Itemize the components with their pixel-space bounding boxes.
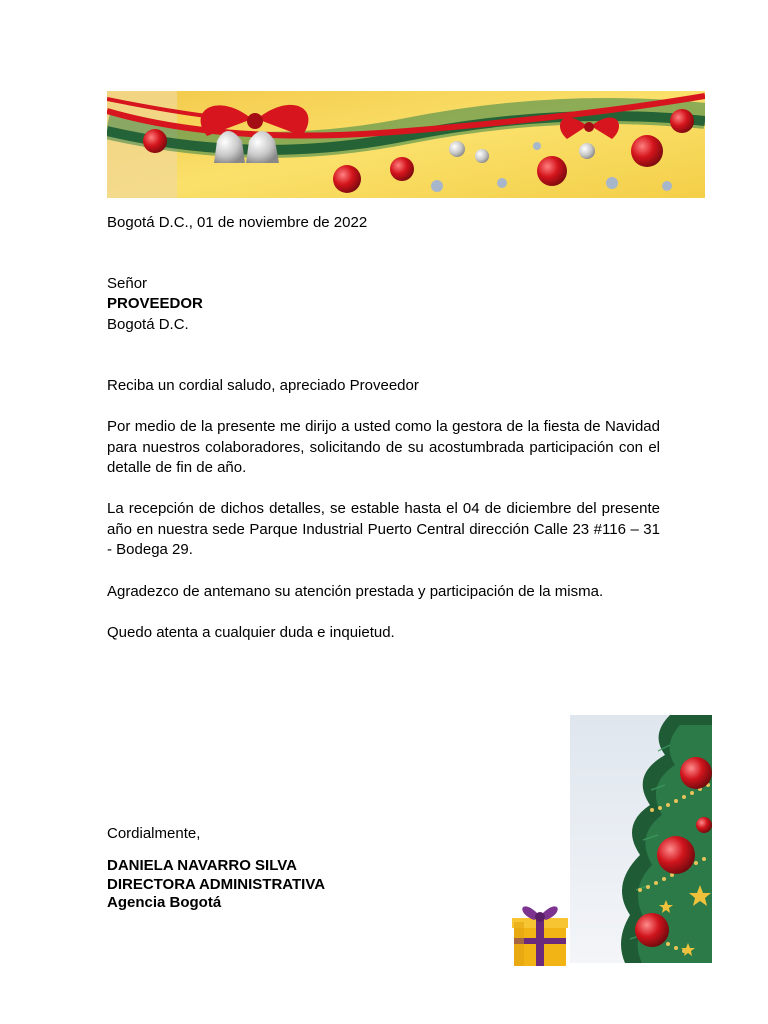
signature-office: Agencia Bogotá <box>107 894 222 911</box>
gift-box-icon <box>508 892 572 970</box>
christmas-tree-icon <box>570 715 712 963</box>
recipient-city: Bogotá D.C. <box>107 316 189 333</box>
body-paragraph: La recepción de dichos detalles, se estable hasta el 04 de diciembre del presente año en nuestra sede Parque Industrial Puerto Central dirección Calle 23 #116 – 31 - Bodega 29. <box>107 500 660 558</box>
date-line: Bogotá D.C., 01 de noviembre de 2022 <box>107 214 368 231</box>
body-paragraph: Por medio de la presente me dirijo a usted como la gestora de la fiesta de Navidad para nuestros colaboradores, solicitando de su acostumbrada participación con el detalle de fin de año. <box>107 418 660 476</box>
signature-position: DIRECTORA ADMINISTRATIVA <box>107 876 326 893</box>
closing: Cordialmente, <box>107 825 201 842</box>
recipient-title: Señor <box>107 275 148 292</box>
body-paragraph: Agradezco de antemano su atención prestada y participación de la misma. <box>107 583 604 600</box>
body-paragraph: Quedo atenta a cualquier duda e inquietud. <box>107 624 395 641</box>
signature-name: DANIELA NAVARRO SILVA <box>107 857 297 874</box>
greeting: Reciba un cordial saludo, apreciado Proveedor <box>107 377 419 394</box>
christmas-banner-icon <box>107 91 705 198</box>
recipient-name: PROVEEDOR <box>107 295 203 312</box>
